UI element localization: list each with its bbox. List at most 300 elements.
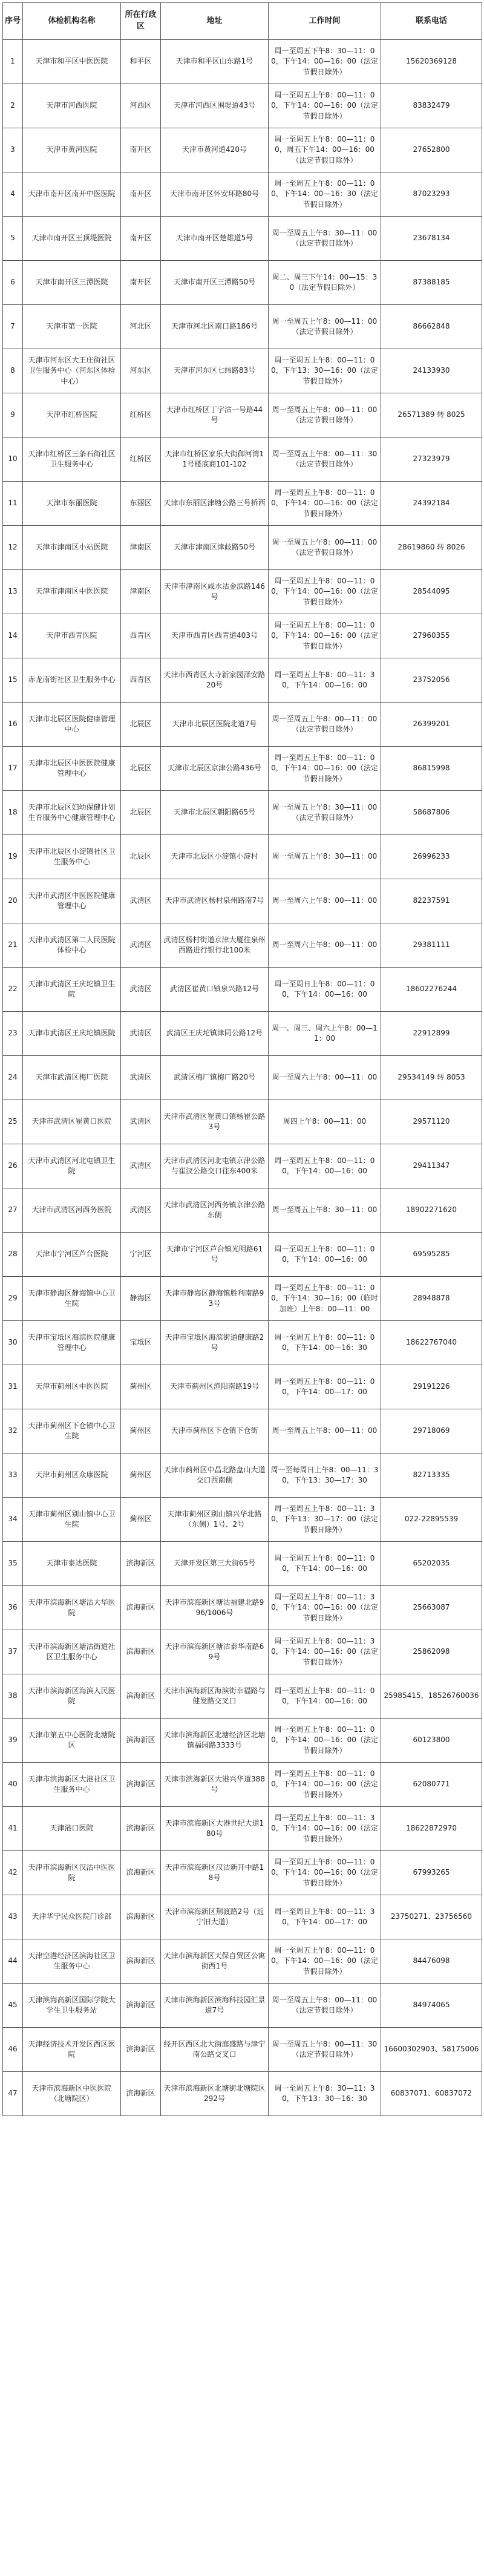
- cell-working-hours: 周一至周五上午8：00—11：00，下午14：00—16：00（法定节假日除外）: [269, 1719, 381, 1763]
- cell-working-hours: 周一至周五上午8：00—11：00，下午14：30—16：00（临时加班）上午8：00—11：00: [269, 1277, 381, 1321]
- cell-district: 滨海新区: [121, 1939, 161, 1984]
- cell-no: 26: [3, 1144, 23, 1188]
- cell-no: 43: [3, 1895, 23, 1939]
- cell-phone: 67993265: [381, 1851, 482, 1895]
- cell-phone: 23752056: [381, 658, 482, 703]
- cell-phone: 82713335: [381, 1454, 482, 1498]
- cell-district: 宝坻区: [121, 1321, 161, 1365]
- cell-no: 12: [3, 526, 23, 570]
- table-row: [3, 1012, 482, 1056]
- cell-working-hours: 周一至周五上午8：00—11：00: [269, 1409, 381, 1454]
- cell-working-hours: 周一至周日上午8：00—11：30，下午14：00—17：00: [269, 1895, 381, 1939]
- cell-district: 河西区: [121, 84, 161, 128]
- cell-district: 宁河区: [121, 1233, 161, 1277]
- cell-working-hours: 周一至周五上午8：00—11：30，下午14：00—16：00（法定节假日除外）: [269, 1807, 381, 1851]
- cell-no: 24: [3, 1056, 23, 1100]
- cell-institution-name: 天津市滨海新区汉沽中医医院: [23, 1851, 121, 1895]
- cell-address: 天津市滨海新区塘沽泰华南路69号: [161, 1630, 269, 1674]
- cell-no: 40: [3, 1763, 23, 1807]
- cell-address: 经开区西区北大街庭盛路与津宁南公路交叉口: [161, 2028, 269, 2072]
- cell-district: 北辰区: [121, 791, 161, 835]
- cell-address: 天津市黄河道420号: [161, 128, 269, 172]
- cell-district: 滨海新区: [121, 1630, 161, 1674]
- cell-working-hours: 周一至周五上午8：30—11：00: [269, 835, 381, 879]
- table-row: [3, 747, 482, 791]
- cell-district: 武清区: [121, 879, 161, 923]
- cell-working-hours: 周一、周三、周六上午8：00—11：00: [269, 1012, 381, 1056]
- cell-working-hours: 周一至周五上午8：00—11：00，下午14：00—16：30（法定节假日除外）: [269, 172, 381, 217]
- cell-working-hours: 周一至周五上午8：00—11：00，周五下午14：00—16：00（法定节假日除外）: [269, 128, 381, 172]
- cell-address: 天津市东丽区津塘公路三号桥西: [161, 482, 269, 526]
- cell-no: 3: [3, 128, 23, 172]
- cell-no: 16: [3, 703, 23, 747]
- cell-working-hours: 周一至周五上午8：00—11：30，下午14：00—16：00: [269, 658, 381, 703]
- table-row: [3, 1454, 482, 1498]
- cell-address: 天津市蓟州区下仓镇下仓街: [161, 1409, 269, 1454]
- cell-working-hours: 周一至周五上午8：00—11：00，下午14：00—16：00（法定节假日除外）: [269, 1763, 381, 1807]
- cell-no: 45: [3, 1984, 23, 2028]
- table-row: [3, 570, 482, 614]
- cell-institution-name: 天津市蓟州区别山镇中心卫生院: [23, 1498, 121, 1542]
- table-row: [3, 1895, 482, 1939]
- cell-institution-name: 天津市武清区河北屯镇卫生院: [23, 1144, 121, 1188]
- cell-no: 38: [3, 1674, 23, 1719]
- cell-phone: 23678134: [381, 217, 482, 261]
- cell-no: 33: [3, 1454, 23, 1498]
- table-row: [3, 1939, 482, 1984]
- cell-institution-name: 天津市黄河医院: [23, 128, 121, 172]
- cell-phone: 26996233: [381, 835, 482, 879]
- cell-working-hours: 周一至周五上午8：00—11：30（法定节假日除外）: [269, 2028, 381, 2072]
- cell-district: 西青区: [121, 658, 161, 703]
- cell-district: 南开区: [121, 217, 161, 261]
- table-row: [3, 393, 482, 438]
- cell-institution-name: 天津市东丽医院: [23, 482, 121, 526]
- cell-institution-name: 天津市武清区王庆坨镇卫生院: [23, 968, 121, 1012]
- cell-working-hours: 周一至周五上午8：30—11：00（法定节假日除外）: [269, 791, 381, 835]
- cell-address: 天津市武清区河西务镇京津公路东侧: [161, 1188, 269, 1233]
- cell-phone: 69595285: [381, 1233, 482, 1277]
- cell-no: 10: [3, 438, 23, 482]
- table-row: [3, 482, 482, 526]
- table-row: [3, 1586, 482, 1630]
- cell-district: 滨海新区: [121, 1542, 161, 1586]
- cell-district: 滨海新区: [121, 1586, 161, 1630]
- cell-institution-name: 天津市静海区静海镇中心卫生院: [23, 1277, 121, 1321]
- cell-no: 1: [3, 40, 23, 84]
- cell-institution-name: 天津市南开区三潭医院: [23, 261, 121, 305]
- cell-no: 5: [3, 217, 23, 261]
- cell-phone: 26571389 转 8025: [381, 393, 482, 438]
- cell-no: 21: [3, 923, 23, 968]
- cell-district: 滨海新区: [121, 1763, 161, 1807]
- table-row: [3, 261, 482, 305]
- cell-phone: 86815998: [381, 747, 482, 791]
- cell-address: 天津市红桥区丁字沽一号路44号: [161, 393, 269, 438]
- table-row: [3, 1056, 482, 1100]
- table-row: [3, 2072, 482, 2116]
- cell-phone: 87388185: [381, 261, 482, 305]
- cell-phone: 84974065: [381, 1984, 482, 2028]
- table-row: [3, 349, 482, 393]
- table-row: [3, 614, 482, 658]
- cell-address: 武清区崔黄口镇泉兴路12号: [161, 968, 269, 1012]
- cell-phone: 60123800: [381, 1719, 482, 1763]
- cell-phone: 27323979: [381, 438, 482, 482]
- header-no: 序号: [3, 3, 23, 40]
- cell-no: 23: [3, 1012, 23, 1056]
- cell-no: 2: [3, 84, 23, 128]
- cell-district: 武清区: [121, 968, 161, 1012]
- table-row: [3, 1409, 482, 1454]
- cell-no: 14: [3, 614, 23, 658]
- cell-no: 13: [3, 570, 23, 614]
- cell-phone: 022-22895539: [381, 1498, 482, 1542]
- cell-phone: 28544095: [381, 570, 482, 614]
- cell-district: 滨海新区: [121, 1674, 161, 1719]
- cell-district: 滨海新区: [121, 1984, 161, 2028]
- table-row: [3, 835, 482, 879]
- cell-phone: 18622767040: [381, 1321, 482, 1365]
- cell-phone: 82237591: [381, 879, 482, 923]
- cell-district: 武清区: [121, 1144, 161, 1188]
- cell-district: 蓟州区: [121, 1409, 161, 1454]
- cell-institution-name: 天津滨海高新区国际学院大学生卫生服务站: [23, 1984, 121, 2028]
- cell-district: 武清区: [121, 1100, 161, 1144]
- cell-address: 天津市滨海新区滨海科技园汇景道7号: [161, 1984, 269, 2028]
- cell-institution-name: 天津市北辰区医院健康管理中心: [23, 703, 121, 747]
- cell-district: 北辰区: [121, 703, 161, 747]
- table-row: [3, 1233, 482, 1277]
- cell-institution-name: 天津市武清区崔黄口医院: [23, 1100, 121, 1144]
- cell-address: 天津市滨海新区塘沽福建北路996/1006号: [161, 1586, 269, 1630]
- cell-working-hours: 周一至周五上午8：00—11：00，下午14：00—16：00（法定节假日除外）: [269, 84, 381, 128]
- health-check-institutions-table: [2, 2, 482, 2116]
- cell-district: 武清区: [121, 1056, 161, 1100]
- cell-phone: 26399201: [381, 703, 482, 747]
- cell-working-hours: 周一至周六上午8：00—11：00: [269, 879, 381, 923]
- table-row: [3, 1144, 482, 1188]
- cell-address: 天津市蓟州区别山镇兴华北路（东侧）1号、2号: [161, 1498, 269, 1542]
- cell-institution-name: 天津市南开区王顶堤医院: [23, 217, 121, 261]
- cell-district: 蓟州区: [121, 1498, 161, 1542]
- cell-institution-name: 天津市红桥医院: [23, 393, 121, 438]
- cell-institution-name: 天津市第五中心医院北塘院区: [23, 1719, 121, 1763]
- cell-address: 天津市武清区杨村泉州路南7号: [161, 879, 269, 923]
- table-row: [3, 1542, 482, 1586]
- cell-institution-name: 天津市武清区河西务医院: [23, 1188, 121, 1233]
- cell-no: 30: [3, 1321, 23, 1365]
- cell-phone: 29534149 转 8053: [381, 1056, 482, 1100]
- cell-address: 天津市武清区崔黄口镇杨崔公路3号: [161, 1100, 269, 1144]
- cell-district: 静海区: [121, 1277, 161, 1321]
- cell-institution-name: 天津市武清区王庆坨镇医院: [23, 1012, 121, 1056]
- cell-no: 25: [3, 1100, 23, 1144]
- cell-no: 8: [3, 349, 23, 393]
- cell-address: 天津市红桥区家乐大街御河湾11号楼底商101-102: [161, 438, 269, 482]
- cell-no: 4: [3, 172, 23, 217]
- cell-working-hours: 周一至周五上午8：00—11：00，下午14：00—16：00（法定节假日除外）: [269, 747, 381, 791]
- cell-address: 天津市北辰区朝阳路65号: [161, 791, 269, 835]
- cell-no: 27: [3, 1188, 23, 1233]
- cell-district: 武清区: [121, 1012, 161, 1056]
- cell-address: 天津市滨海新区大港兴华道388号: [161, 1763, 269, 1807]
- cell-district: 红桥区: [121, 438, 161, 482]
- cell-district: 武清区: [121, 1188, 161, 1233]
- cell-working-hours: 周一至周五上午8：00—11：00，下午14：00—16：00: [269, 1542, 381, 1586]
- cell-institution-name: 天津市武清区梅厂医院: [23, 1056, 121, 1100]
- cell-institution-name: 天津市津南区中医医院: [23, 570, 121, 614]
- header-row: [3, 3, 482, 40]
- cell-working-hours: 周二、周三下午14：00—15：30（法定节假日除外）: [269, 261, 381, 305]
- cell-district: 西青区: [121, 614, 161, 658]
- cell-no: 36: [3, 1586, 23, 1630]
- cell-phone: 18902271620: [381, 1188, 482, 1233]
- table-row: [3, 1365, 482, 1409]
- cell-district: 河北区: [121, 305, 161, 349]
- cell-working-hours: 周一至周日上午8：00—11：00，下午14：00—16：00: [269, 968, 381, 1012]
- cell-no: 34: [3, 1498, 23, 1542]
- cell-institution-name: 天津市武清区第二人民医院体检中心: [23, 923, 121, 968]
- table-row: [3, 1851, 482, 1895]
- cell-working-hours: 周一至周五上午8：00—11：00（法定节假日除外）: [269, 393, 381, 438]
- cell-institution-name: 天津市北辰区小淀镇社区卫生服务中心: [23, 835, 121, 879]
- table-row: [3, 968, 482, 1012]
- cell-no: 44: [3, 1939, 23, 1984]
- cell-no: 32: [3, 1409, 23, 1454]
- table-row: [3, 923, 482, 968]
- header-district: 所在行政区: [121, 3, 161, 40]
- cell-phone: 27960355: [381, 614, 482, 658]
- cell-district: 滨海新区: [121, 2072, 161, 2116]
- cell-working-hours: 周一至周五上午8：30—11：00: [269, 1188, 381, 1233]
- cell-district: 滨海新区: [121, 1719, 161, 1763]
- table-row: [3, 1100, 482, 1144]
- cell-district: 北辰区: [121, 835, 161, 879]
- cell-phone: 87023293: [381, 172, 482, 217]
- cell-no: 42: [3, 1851, 23, 1895]
- table-row: [3, 658, 482, 703]
- cell-district: 滨海新区: [121, 2028, 161, 2072]
- cell-address: 天津市南开区三潭路50号: [161, 261, 269, 305]
- cell-no: 28: [3, 1233, 23, 1277]
- cell-no: 46: [3, 2028, 23, 2072]
- cell-no: 20: [3, 879, 23, 923]
- cell-working-hours: 周一至周五上午8：00—11：00，下午14：00—16：00: [269, 1144, 381, 1188]
- header-address: 地址: [161, 3, 269, 40]
- table-row: [3, 703, 482, 747]
- cell-institution-name: 天津市河东区大王庄街社区卫生服务中心（河东区体检中心）: [23, 349, 121, 393]
- cell-address: 武清区梅厂镇梅厂路20号: [161, 1056, 269, 1100]
- table-row: [3, 84, 482, 128]
- cell-district: 滨海新区: [121, 1895, 161, 1939]
- table-row: [3, 1674, 482, 1719]
- cell-phone: 28948878: [381, 1277, 482, 1321]
- cell-address: 天津市滨海新区荆渡路2号（近宁旧大道）: [161, 1895, 269, 1939]
- cell-no: 7: [3, 305, 23, 349]
- cell-working-hours: 周一至周六上午8：00—11：00: [269, 923, 381, 968]
- cell-institution-name: 赤龙南街社区卫生服务中心: [23, 658, 121, 703]
- cell-phone: 18602276244: [381, 968, 482, 1012]
- cell-address: 天津市宝坻区海滨街道健康路2号: [161, 1321, 269, 1365]
- cell-no: 18: [3, 791, 23, 835]
- cell-working-hours: 周一至周五上午8：00—11：00，下午14：00—16：00（法定节假日除外）: [269, 1939, 381, 1984]
- cell-phone: 65202035: [381, 1542, 482, 1586]
- cell-working-hours: 周一至周五上午8：00—11：30，下午13：30—17：00（法定节假日除外）: [269, 1498, 381, 1542]
- cell-institution-name: 天津市滨海新区大港社区卫生服务中心: [23, 1763, 121, 1807]
- cell-institution-name: 天津市蓟州区下仓镇中心卫生院: [23, 1409, 121, 1454]
- cell-no: 15: [3, 658, 23, 703]
- cell-phone: 60837071、60837072: [381, 2072, 482, 2116]
- cell-district: 南开区: [121, 172, 161, 217]
- cell-district: 滨海新区: [121, 1851, 161, 1895]
- table-row: [3, 2028, 482, 2072]
- cell-institution-name: 天津市滨海新区塘沽街道社区卫生服务中心: [23, 1630, 121, 1674]
- cell-working-hours: 周一至周五上午8：00—11：00，下午14：00—16：00（法定节假日除外）: [269, 614, 381, 658]
- table-row: [3, 305, 482, 349]
- cell-address: 天津市滨海新区海滨街幸福路与健发路交叉口: [161, 1674, 269, 1719]
- table-row: [3, 1630, 482, 1674]
- cell-no: 22: [3, 968, 23, 1012]
- cell-no: 17: [3, 747, 23, 791]
- cell-no: 35: [3, 1542, 23, 1586]
- cell-institution-name: 天津市北辰区中医医院健康管理中心: [23, 747, 121, 791]
- cell-district: 北辰区: [121, 747, 161, 791]
- table-row: [3, 526, 482, 570]
- cell-working-hours: 周一至周五上午8：30—11：30，下午13：30—16：30: [269, 2072, 381, 2116]
- cell-address: 天津市南开区楚雄道5号: [161, 217, 269, 261]
- cell-district: 津南区: [121, 570, 161, 614]
- cell-phone: 16600302903、58175006: [381, 2028, 482, 2072]
- cell-institution-name: 天津市南开区南开中医医院: [23, 172, 121, 217]
- cell-address: 武清区杨村街道京津大厦往泉州西路进行银行北100米: [161, 923, 269, 968]
- cell-address: 天津市津南区咸水沽金滨路146号: [161, 570, 269, 614]
- cell-institution-name: 天津市宁河区芦台医院: [23, 1233, 121, 1277]
- table-row: [3, 879, 482, 923]
- cell-phone: 29191226: [381, 1365, 482, 1409]
- cell-phone: 28619860 转 8026: [381, 526, 482, 570]
- table-row: [3, 1763, 482, 1807]
- cell-phone: 25862098: [381, 1630, 482, 1674]
- cell-district: 武清区: [121, 923, 161, 968]
- cell-address: 天津市河西区围堤道43号: [161, 84, 269, 128]
- cell-address: 天津市北辰区小淀镇小淀村: [161, 835, 269, 879]
- cell-district: 津南区: [121, 526, 161, 570]
- cell-institution-name: 天津空港经济区滨海社区卫生服务中心: [23, 1939, 121, 1984]
- cell-phone: 83832479: [381, 84, 482, 128]
- table-row: [3, 1188, 482, 1233]
- cell-phone: 62080771: [381, 1763, 482, 1807]
- cell-address: 天津市河东区七纬路83号: [161, 349, 269, 393]
- cell-no: 31: [3, 1365, 23, 1409]
- cell-district: 南开区: [121, 261, 161, 305]
- table-row: [3, 172, 482, 217]
- cell-institution-name: 天津市宝坻区海滨医院健康管理中心: [23, 1321, 121, 1365]
- cell-address: 天津开发区第三大街65号: [161, 1542, 269, 1586]
- table-header: [3, 3, 482, 40]
- cell-phone: 24133930: [381, 349, 482, 393]
- cell-phone: 86662848: [381, 305, 482, 349]
- header-name: 体检机构名称: [23, 3, 121, 40]
- cell-phone: 27652800: [381, 128, 482, 172]
- cell-no: 41: [3, 1807, 23, 1851]
- cell-address: 天津市宁河区芦台镇光明路61号: [161, 1233, 269, 1277]
- cell-no: 9: [3, 393, 23, 438]
- cell-address: 天津市静海区静海镇胜利南路93号: [161, 1277, 269, 1321]
- cell-phone: 23750271、23756560: [381, 1895, 482, 1939]
- cell-district: 红桥区: [121, 393, 161, 438]
- cell-no: 6: [3, 261, 23, 305]
- cell-address: 天津市北辰区京津公路436号: [161, 747, 269, 791]
- cell-district: 南开区: [121, 128, 161, 172]
- table-row: [3, 1719, 482, 1763]
- cell-phone: 29718069: [381, 1409, 482, 1454]
- table-row: [3, 1984, 482, 2028]
- cell-address: 天津市北辰区医院北道7号: [161, 703, 269, 747]
- header-hours: 工作时间: [269, 3, 381, 40]
- cell-working-hours: 周一至周五下午8：30—11：00，下午14：00—16：00（法定节假日除外）: [269, 40, 381, 84]
- cell-working-hours: 周一至周五上午8：00—11：30（法定节假日除外）: [269, 438, 381, 482]
- table-row: [3, 791, 482, 835]
- header-phone: 联系电话: [381, 3, 482, 40]
- cell-institution-name: 天津华宁民众医院门诊部: [23, 1895, 121, 1939]
- cell-working-hours: 周四上午8：00—11：00: [269, 1100, 381, 1144]
- cell-address: 天津市津南区津歧路50号: [161, 526, 269, 570]
- cell-institution-name: 天津市滨海新区中医医院（北塘院区）: [23, 2072, 121, 2116]
- cell-address: 天津市河北区南口路186号: [161, 305, 269, 349]
- cell-phone: 29411347: [381, 1144, 482, 1188]
- cell-working-hours: 周一至周六上午8：00—11：00: [269, 1056, 381, 1100]
- table-row: [3, 128, 482, 172]
- cell-district: 和平区: [121, 40, 161, 84]
- cell-institution-name: 天津市滨海新区海滨人民医院: [23, 1674, 121, 1719]
- cell-institution-name: 天津市第一医院: [23, 305, 121, 349]
- table-row: [3, 217, 482, 261]
- cell-no: 19: [3, 835, 23, 879]
- cell-phone: 25663087: [381, 1586, 482, 1630]
- cell-working-hours: 周一至周五上午8：00—11：30，下午14：00—16：00（法定节假日除外）: [269, 1630, 381, 1674]
- table-row: [3, 1321, 482, 1365]
- table-row: [3, 1277, 482, 1321]
- cell-working-hours: 周一至周五上午8：30—11：00（法定节假日除外）: [269, 217, 381, 261]
- cell-address: 天津市滨海新区北塘街北塘院区292号: [161, 2072, 269, 2116]
- cell-phone: 84476098: [381, 1939, 482, 1984]
- cell-institution-name: 天津港口医院: [23, 1807, 121, 1851]
- cell-working-hours: 周一至周五上午8：00—11：00（法定节假日除外）: [269, 703, 381, 747]
- cell-working-hours: 周一至每周日上午8：00—11：30，下午13：30—17：30: [269, 1454, 381, 1498]
- cell-address: 天津市西青区西青道403号: [161, 614, 269, 658]
- cell-working-hours: 周一至周五上午8：00—11：00，下午14：00—16：00: [269, 1233, 381, 1277]
- cell-address: 天津市蓟州区中昌北路盘山大道交口西南侧: [161, 1454, 269, 1498]
- cell-institution-name: 天津市北辰区妇幼保健计划生育服务中心健康管理中心: [23, 791, 121, 835]
- cell-address: 天津市武清区河北屯镇京津公路与崔汊公路交口往东400米: [161, 1144, 269, 1188]
- cell-address: 天津市西青区大寺新家园泽安路20号: [161, 658, 269, 703]
- table-body: [3, 40, 482, 2116]
- cell-institution-name: 天津市西青医院: [23, 614, 121, 658]
- cell-working-hours: 周一至周五上午8：00—11：00，下午14：00—17：00: [269, 1365, 381, 1409]
- cell-working-hours: 周一至周五上午8：00—11：00，下午13：30—16：00（法定节假日除外）: [269, 349, 381, 393]
- cell-working-hours: 周一至周五上午8：00—11：30，下午14：00—16：00（法定节假日除外）: [269, 1586, 381, 1630]
- cell-working-hours: 周一至周五上午8：00—11：00，下午14：00—16：00（法定节假日除外）: [269, 482, 381, 526]
- cell-institution-name: 天津市河西医院: [23, 84, 121, 128]
- cell-institution-name: 天津市和平区中医医院: [23, 40, 121, 84]
- cell-no: 29: [3, 1277, 23, 1321]
- cell-phone: 29571120: [381, 1100, 482, 1144]
- cell-no: 39: [3, 1719, 23, 1763]
- cell-institution-name: 天津市武清区中医医院健康管理中心: [23, 879, 121, 923]
- cell-phone: 29381111: [381, 923, 482, 968]
- cell-working-hours: 周一至周五上午8：00—11：00，下午14：00—16：00（法定节假日除外）: [269, 1851, 381, 1895]
